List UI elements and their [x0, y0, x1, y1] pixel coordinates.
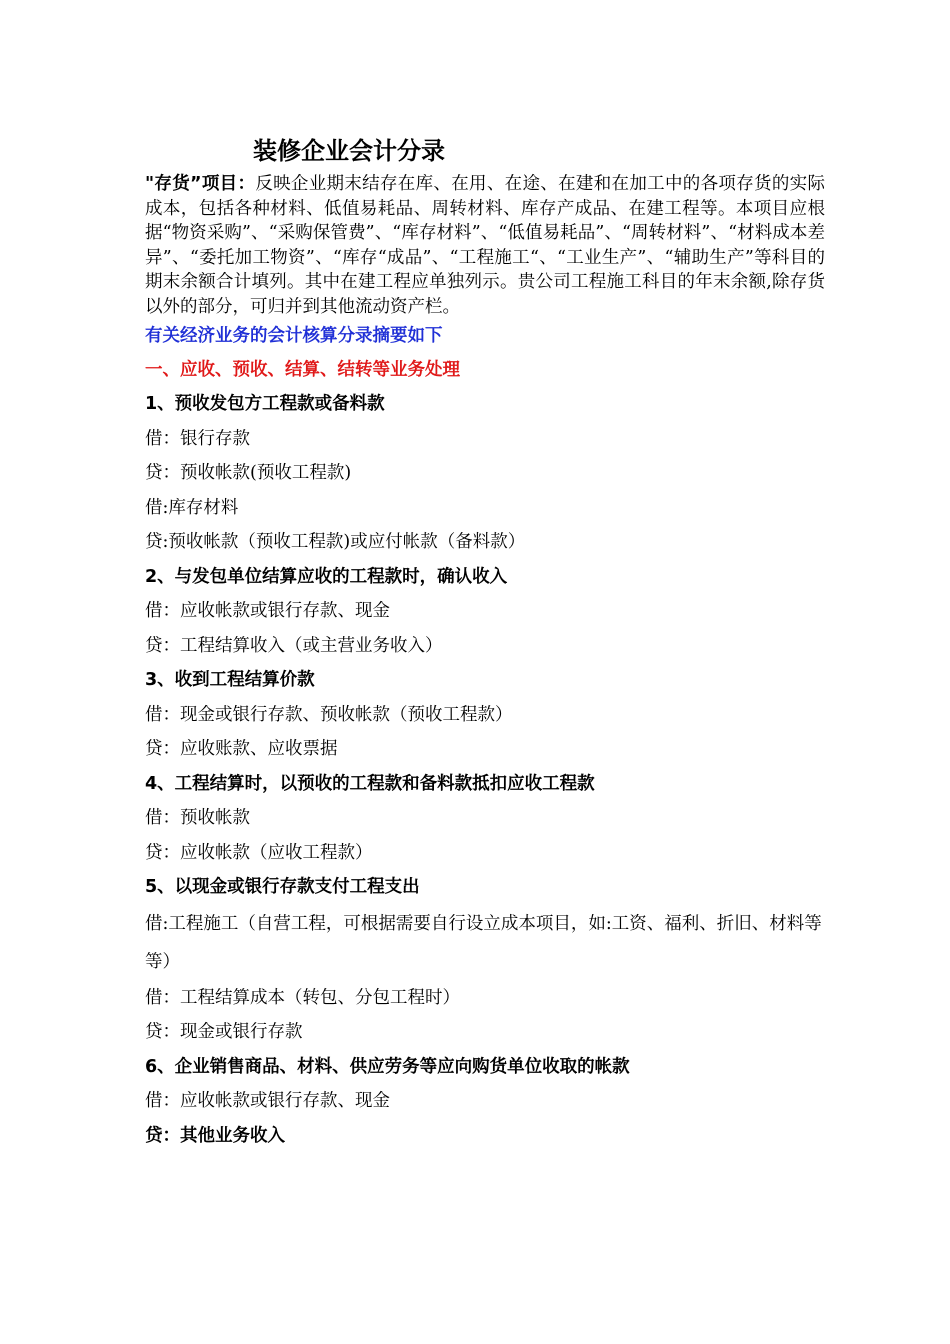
entry-line: 借：工程结算成本（转包、分包工程时） [145, 987, 460, 1008]
entry-line: 贷：预收帐款(预收工程款) [145, 463, 352, 483]
document-title: 装修企业会计分录 [253, 137, 445, 165]
entry-line: 借:工程施工（自营工程，可根据需要自行设立成本项目，如:工资、福利、折旧、材料等等） [145, 913, 822, 972]
entry-line: 贷：其他业务收入 [145, 1125, 285, 1146]
entry-line: 贷：应收帐款（应收工程款） [145, 842, 373, 863]
item-heading-3: 3、收到工程结算价款 [145, 670, 315, 690]
section-heading: 一、应收、预收、结算、结转等业务处理 [145, 360, 460, 380]
document-page [145, 130, 825, 1153]
intro-body: 反映企业期末结存在库、在用、在途、在建和在加工中的各项存货的实际成本，包括各种材料、低值易耗品、周转材料、库存产成品、在建工程等。本项目应根据“物资采购”、“采购保管费”、“库存材料”、“低值易耗品”、“周转材料”、“材料成本差异”、“委托加工物资”、“库存“成品”、“工程施工“、“工业生产”、“辅助生产”等科目的期末余额合计填列。其中在建工程应单独列示。贵公司工程施工科目的年末余额,除存货以外的部分，可归并到其他流动资产栏。 [145, 174, 825, 317]
item-heading-2: 2、与发包单位结算应收的工程款时，确认收入 [145, 566, 508, 587]
intro-lead: "存货”项目： [145, 174, 256, 194]
entry-line: 借：银行存款 [145, 428, 250, 449]
entry-line: 贷：应收账款、应收票据 [145, 739, 338, 759]
item-heading-5: 5、以现金或银行存款支付工程支出 [145, 877, 420, 897]
entry-line: 借：预收帐款 [145, 808, 250, 828]
item-heading-1: 1、预收发包方工程款或备料款 [145, 394, 385, 414]
entry-line: 借:库存材料 [145, 497, 239, 518]
entry-line: 借：应收帐款或银行存款、现金 [145, 1091, 390, 1111]
entry-line: 借：应收帐款或银行存款、现金 [145, 601, 390, 621]
entry-line: 借：现金或银行存款、预收帐款（预收工程款） [145, 704, 513, 725]
item-heading-4: 4、工程结算时，以预收的工程款和备料款抵扣应收工程款 [145, 773, 595, 794]
summary-subheading: 有关经济业务的会计核算分录摘要如下 [145, 326, 443, 346]
intro-paragraph [145, 172, 825, 319]
entry-line: 贷：工程结算收入（或主营业务收入） [145, 635, 443, 656]
entry-line: 贷:预收帐款（预收工程款)或应付帐款（备料款） [145, 532, 526, 552]
item-heading-6: 6、企业销售商品、材料、供应劳务等应向购货单位收取的帐款 [145, 1056, 630, 1077]
entry-line: 贷：现金或银行存款 [145, 1022, 303, 1042]
